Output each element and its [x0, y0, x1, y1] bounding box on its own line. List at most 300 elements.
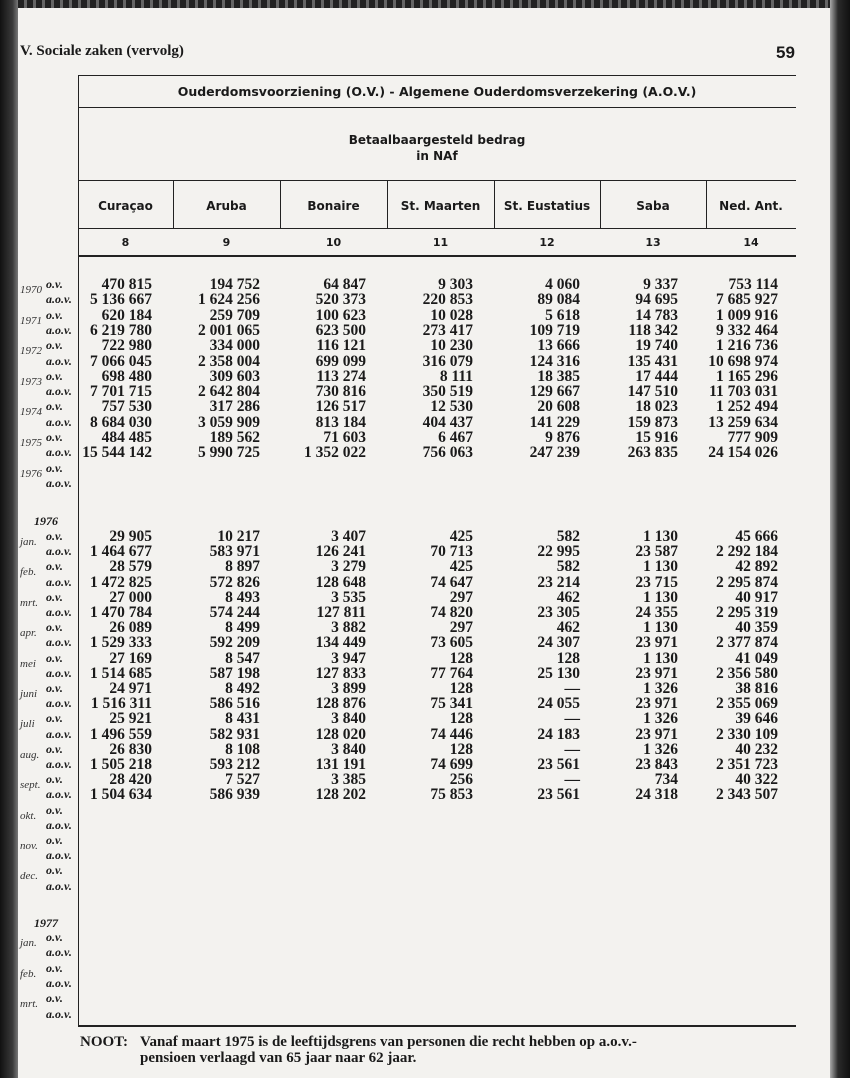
column-header-number: 10 [325, 236, 342, 249]
cell-value: 2 292 184 [716, 543, 778, 561]
cell-value: 592 209 [209, 634, 260, 652]
cell-value: 2 330 109 [716, 725, 778, 743]
cell-value: 131 191 [315, 756, 366, 773]
period-label: dec. [20, 870, 39, 883]
scan-edge [0, 0, 850, 8]
cell-value: 586 516 [209, 695, 260, 713]
cell-value: 25 921 [109, 710, 152, 728]
footnote-text-line2: pensioen verlaagd van 65 jaar naar 62 jaar. [140, 1050, 417, 1066]
cell-value: 7 066 045 [90, 352, 152, 370]
cell-value: 7 527 [225, 771, 260, 789]
cell-value: 462 [556, 619, 580, 637]
period-label: apr. [20, 627, 37, 640]
cell-value: 24 971 [109, 680, 152, 697]
cell-value: 582 [556, 528, 580, 545]
cell-value: 11 703 031 [709, 383, 778, 401]
cell-value: 20 608 [537, 398, 580, 416]
cell-value: 40 359 [735, 619, 778, 637]
row-type-label: a.o.v. [46, 726, 72, 741]
cell-value: — [564, 771, 580, 789]
period-label: 1973 [20, 375, 42, 388]
cell-value: 24 183 [537, 725, 580, 743]
row-type-label: o.v. [46, 772, 63, 787]
cell-value: 25 130 [537, 664, 580, 682]
cell-value: 22 995 [537, 543, 580, 561]
cell-value: 273 417 [422, 321, 473, 339]
cell-value: 128 020 [315, 725, 366, 743]
cell-value: 484 485 [101, 429, 152, 446]
cell-value: 23 305 [537, 604, 580, 621]
row-type-label: o.v. [46, 620, 63, 635]
cell-value: 3 840 [331, 710, 366, 728]
period-label: aug. [20, 748, 40, 761]
cell-value: 113 274 [316, 367, 366, 385]
cell-value: 1 252 494 [716, 398, 778, 416]
cell-value: 194 752 [209, 276, 260, 293]
cell-value: 8 684 030 [90, 413, 152, 431]
cell-value: 734 [654, 771, 678, 789]
period-label: 1975 [20, 437, 42, 449]
row-type-label: o.v. [46, 307, 63, 322]
cell-value: 425 [449, 558, 473, 576]
cell-value: 1 464 677 [90, 543, 152, 561]
cell-value: 1 472 825 [90, 573, 152, 591]
cell-value: 10 217 [217, 528, 260, 545]
cell-value: 10 028 [430, 306, 473, 324]
row-type-label: o.v. [46, 741, 63, 756]
cell-value: 6 467 [438, 429, 473, 446]
cell-value: 41 049 [735, 649, 778, 667]
cell-value: 18 385 [537, 367, 580, 385]
period-label: mrt. [20, 596, 39, 609]
cell-value: — [564, 740, 580, 758]
cell-value: 23 843 [635, 756, 678, 773]
cell-value: — [564, 710, 580, 728]
row-type-label: a.o.v. [46, 696, 72, 711]
row-type-label: a.o.v. [46, 665, 72, 680]
cell-value: 128 648 [315, 573, 366, 591]
cell-value: 24 055 [537, 695, 580, 713]
cell-value: 9 876 [545, 429, 580, 446]
cell-value: 15 916 [635, 429, 678, 446]
period-label: juli [20, 718, 35, 731]
column-header-number: 8 [121, 236, 130, 249]
cell-value: 309 603 [209, 367, 260, 385]
cell-value: 40 917 [735, 588, 778, 606]
cell-value: 23 971 [635, 634, 678, 652]
cell-value: 6 219 780 [90, 321, 152, 339]
cell-value: 23 971 [635, 664, 678, 682]
cell-value: 126 517 [315, 398, 366, 416]
cell-value: 5 618 [545, 306, 580, 324]
cell-value: 1 624 256 [198, 291, 260, 309]
period-label: 1970 [20, 284, 42, 296]
row-type-label: a.o.v. [46, 384, 72, 399]
page-number: 59 [776, 43, 795, 62]
period-label: mei [20, 657, 36, 670]
cell-value: 1 514 685 [90, 664, 152, 682]
cell-value: 24 154 026 [708, 444, 778, 462]
row-type-label: a.o.v. [46, 975, 72, 990]
cell-value: 64 847 [323, 276, 366, 293]
cell-value: 40 322 [735, 771, 778, 789]
period-label: feb. [20, 566, 37, 579]
period-label: okt. [20, 809, 37, 822]
column-divider [600, 180, 601, 228]
cell-value: 15 544 142 [82, 444, 152, 462]
cell-value: 12 530 [430, 398, 473, 416]
cell-value: 698 480 [101, 367, 152, 385]
period-label: jan. [20, 536, 37, 548]
cell-value: 1 326 [643, 680, 678, 697]
period-label: 1972 [20, 345, 42, 358]
cell-value: 9 303 [438, 276, 473, 293]
cell-value: 259 709 [209, 306, 260, 324]
row-type-label: a.o.v. [46, 445, 72, 460]
row-type-label: o.v. [46, 399, 63, 414]
cell-value: 159 873 [627, 413, 678, 431]
cell-value: 297 [449, 619, 473, 637]
cell-value: 28 579 [109, 558, 152, 576]
cell-value: 3 059 909 [198, 413, 260, 431]
cell-value: 134 449 [315, 634, 366, 652]
row-type-label: o.v. [46, 802, 63, 817]
row-type-label: o.v. [46, 338, 63, 353]
cell-value: 2 642 804 [198, 383, 260, 401]
row-type-label: a.o.v. [46, 353, 72, 368]
cell-value: 3 899 [331, 680, 366, 697]
cell-value: 1 326 [643, 740, 678, 758]
cell-value: 42 892 [735, 558, 778, 576]
cell-value: 7 701 715 [90, 383, 152, 401]
cell-value: 8 499 [225, 619, 260, 637]
cell-value: 1 216 736 [716, 337, 778, 355]
cell-value: 425 [449, 528, 473, 545]
cell-value: 3 947 [331, 649, 366, 667]
cell-value: 404 437 [422, 413, 473, 431]
cell-value: 40 232 [735, 740, 778, 758]
cell-value: 593 212 [209, 756, 260, 773]
cell-value: 26 089 [109, 619, 152, 637]
cell-value: 470 815 [101, 276, 152, 293]
cell-value: 572 826 [209, 573, 260, 591]
column-header-name: Saba [636, 199, 670, 213]
row-type-label: o.v. [46, 711, 63, 726]
cell-value: 2 377 874 [716, 634, 778, 652]
cell-value: 350 519 [422, 383, 473, 401]
cell-value: 1 496 559 [90, 725, 152, 743]
row-type-label: o.v. [46, 430, 63, 444]
cell-value: 813 184 [315, 413, 366, 431]
cell-value: 23 971 [635, 695, 678, 713]
cell-value: 45 666 [735, 528, 778, 545]
row-type-label: a.o.v. [46, 817, 72, 832]
cell-value: 753 114 [728, 276, 778, 293]
cell-value: 620 184 [101, 306, 152, 324]
row-type-label: a.o.v. [46, 475, 72, 490]
cell-value: 74 647 [430, 573, 473, 591]
cell-value: 756 063 [422, 444, 473, 462]
cell-value: 13 259 634 [708, 413, 778, 431]
cell-value: 109 719 [529, 321, 580, 339]
period-label: juni [20, 688, 38, 700]
cell-value: 23 971 [635, 725, 678, 743]
cell-value: 5 990 725 [198, 444, 260, 462]
cell-value: 70 713 [430, 543, 473, 561]
cell-value: 3 407 [331, 528, 366, 545]
table-subtitle-unit: in NAf [416, 149, 458, 163]
cell-value: 126 241 [315, 543, 366, 561]
cell-value: 100 623 [315, 306, 366, 324]
cell-value: 587 198 [209, 664, 260, 682]
column-header-number: 14 [743, 236, 759, 249]
column-header-name: St. Maarten [400, 199, 481, 213]
cell-value: 2 351 723 [716, 756, 778, 773]
cell-value: 127 833 [315, 664, 366, 682]
row-type-label: a.o.v. [46, 757, 72, 771]
cell-value: 8 493 [225, 588, 260, 606]
cell-value: 18 023 [635, 398, 678, 416]
year-heading: 1977 [34, 916, 58, 930]
cell-value: 27 169 [109, 649, 152, 667]
column-header-number: 12 [539, 236, 555, 249]
cell-value: 189 562 [209, 429, 260, 446]
row-type-label: a.o.v. [46, 787, 72, 802]
cell-value: 24 355 [635, 604, 678, 621]
row-type-label: a.o.v. [46, 322, 72, 337]
cell-value: 582 [556, 558, 580, 576]
cell-value: 574 244 [209, 604, 260, 621]
column-header-name: Curaçao [98, 199, 153, 213]
cell-value: 757 530 [101, 398, 152, 416]
cell-value: 3 840 [331, 740, 366, 758]
period-label: 1976 [20, 467, 42, 480]
cell-value: 586 939 [209, 786, 260, 804]
row-type-label: o.v. [46, 930, 63, 944]
cell-value: 730 816 [315, 383, 366, 401]
cell-value: 135 431 [627, 352, 678, 370]
cell-value: 2 295 319 [716, 604, 778, 621]
cell-value: 75 341 [430, 695, 473, 713]
cell-value: 14 783 [635, 306, 678, 324]
cell-value: 7 685 927 [716, 291, 778, 309]
column-header-number: 9 [222, 236, 231, 249]
cell-value: 10 698 974 [708, 352, 778, 370]
period-label: jan. [20, 937, 37, 949]
column-divider [706, 180, 707, 228]
column-divider [280, 180, 281, 228]
period-label: sept. [20, 779, 41, 792]
cell-value: 722 980 [101, 337, 152, 355]
cell-value: 582 931 [209, 725, 260, 743]
cell-value: 24 307 [537, 634, 580, 652]
cell-value: 1 130 [643, 649, 678, 667]
cell-value: 89 084 [537, 291, 580, 309]
row-type-label: o.v. [46, 529, 63, 543]
cell-value: 23 214 [537, 573, 580, 591]
row-type-label: a.o.v. [46, 544, 72, 559]
cell-value: 1 505 218 [90, 756, 152, 773]
table-title: Ouderdomsvoorziening (O.V.) - Algemene Ouderdomsverzekering (A.O.V.) [177, 84, 697, 99]
cell-value: 2 343 507 [716, 786, 778, 804]
cell-value: 27 000 [109, 588, 152, 606]
cell-value: 2 295 874 [716, 573, 778, 591]
cell-value: 520 373 [315, 291, 366, 309]
cell-value: 699 099 [315, 352, 366, 370]
cell-value: 17 444 [635, 367, 678, 385]
cell-value: 29 905 [109, 528, 152, 545]
row-type-label: o.v. [46, 991, 63, 1006]
cell-value: 334 000 [209, 337, 260, 355]
cell-value: 3 279 [331, 558, 366, 576]
column-header-number: 11 [432, 236, 449, 249]
cell-value: 1 165 296 [716, 367, 778, 385]
cell-value: 129 667 [529, 383, 580, 401]
column-header-number: 13 [645, 236, 661, 249]
cell-value: 8 492 [225, 680, 260, 697]
cell-value: 5 136 667 [90, 291, 152, 309]
cell-value: 256 [449, 771, 473, 789]
period-label: 1971 [20, 314, 42, 327]
row-type-label: a.o.v. [46, 414, 72, 429]
table-subtitle: Betaalbaargesteld bedrag [348, 133, 526, 147]
cell-value: 1 326 [643, 710, 678, 728]
cell-value: 23 715 [635, 573, 678, 591]
row-type-label: o.v. [46, 460, 63, 475]
cell-value: 2 358 004 [198, 352, 260, 370]
cell-value: 39 646 [735, 710, 778, 728]
book-binding-left [0, 0, 18, 1078]
column-divider [494, 180, 495, 228]
cell-value: 127 811 [316, 604, 366, 621]
cell-value: 1 009 916 [716, 306, 778, 324]
cell-value: 75 853 [430, 786, 473, 804]
cell-value: 94 695 [635, 291, 678, 309]
period-label: feb. [20, 967, 37, 980]
cell-value: 128 [449, 740, 473, 758]
cell-value: 124 316 [529, 352, 580, 370]
row-type-label: o.v. [46, 650, 63, 665]
section-header: V. Sociale zaken (vervolg) [20, 43, 184, 59]
cell-value: 3 535 [331, 588, 366, 606]
row-type-label: a.o.v. [46, 574, 72, 589]
cell-value: 247 239 [529, 444, 580, 462]
cell-value: 77 764 [430, 664, 473, 682]
cell-value: 2 356 580 [716, 664, 778, 682]
cell-value: 23 561 [537, 786, 580, 804]
cell-value: — [564, 680, 580, 697]
row-type-label: a.o.v. [46, 292, 72, 307]
cell-value: 777 909 [727, 429, 778, 446]
cell-value: 462 [556, 588, 580, 606]
cell-value: 623 500 [315, 321, 366, 339]
cell-value: 2 001 065 [198, 321, 260, 339]
cell-value: 8 547 [225, 649, 260, 667]
cell-value: 74 699 [430, 756, 473, 773]
cell-value: 116 121 [316, 337, 366, 355]
cell-value: 1 130 [643, 558, 678, 576]
row-type-label: o.v. [46, 863, 63, 878]
period-label: nov. [20, 840, 38, 852]
cell-value: 10 230 [430, 337, 473, 355]
cell-value: 1 470 784 [90, 604, 152, 621]
row-type-label: o.v. [46, 833, 63, 847]
row-type-label: a.o.v. [46, 878, 72, 893]
cell-value: 24 318 [635, 786, 678, 804]
row-type-label: o.v. [46, 681, 63, 695]
cell-value: 147 510 [627, 383, 678, 401]
cell-value: 8 108 [225, 740, 260, 758]
cell-value: 1 130 [643, 588, 678, 606]
year-heading: 1976 [34, 514, 58, 528]
period-label: mrt. [20, 998, 39, 1011]
cell-value: 2 355 069 [716, 695, 778, 713]
cell-value: 1 504 634 [90, 786, 152, 804]
cell-value: 1 130 [643, 619, 678, 637]
column-header-name: Bonaire [307, 199, 360, 213]
cell-value: 1 130 [643, 528, 678, 545]
cell-value: 118 342 [628, 321, 678, 339]
row-type-label: a.o.v. [46, 635, 72, 650]
cell-value: 8 431 [225, 710, 260, 728]
footnote-label: NOOT: [80, 1034, 129, 1050]
row-type-label: a.o.v. [46, 605, 72, 619]
cell-value: 1 516 311 [90, 695, 152, 713]
cell-value: 71 603 [323, 429, 366, 446]
row-type-label: a.o.v. [46, 945, 72, 960]
cell-value: 128 876 [315, 695, 366, 713]
column-divider [173, 180, 174, 228]
row-type-label: o.v. [46, 277, 63, 291]
row-type-label: o.v. [46, 368, 63, 383]
cell-value: 23 561 [537, 756, 580, 773]
cell-value: 8 111 [439, 367, 473, 385]
cell-value: 316 079 [422, 352, 473, 370]
cell-value: 128 [449, 710, 473, 728]
cell-value: 74 446 [430, 725, 473, 743]
cell-value: 4 060 [545, 276, 580, 293]
cell-value: 220 853 [422, 291, 473, 309]
cell-value: 128 [449, 649, 473, 667]
cell-value: 23 587 [635, 543, 678, 561]
row-type-label: a.o.v. [46, 1006, 72, 1021]
cell-value: 73 605 [430, 634, 473, 652]
cell-value: 128 [556, 649, 580, 667]
row-type-label: o.v. [46, 559, 63, 574]
cell-value: 1 352 022 [304, 444, 366, 462]
cell-value: 13 666 [537, 337, 580, 355]
cell-value: 38 816 [735, 680, 778, 697]
column-header-name: Aruba [206, 199, 247, 213]
cell-value: 297 [449, 588, 473, 606]
column-header-name: Ned. Ant. [719, 199, 783, 213]
row-type-label: a.o.v. [46, 848, 72, 863]
cell-value: 28 420 [109, 771, 152, 789]
column-divider [387, 180, 388, 228]
cell-value: 9 332 464 [716, 321, 778, 339]
cell-value: 3 882 [331, 619, 366, 637]
cell-value: 8 897 [225, 558, 260, 576]
cell-value: 19 740 [635, 337, 678, 355]
cell-value: 3 385 [331, 771, 366, 789]
book-edge-right [830, 0, 850, 1078]
column-header-name: St. Eustatius [503, 199, 591, 213]
cell-value: 128 202 [315, 786, 366, 804]
cell-value: 128 [449, 680, 473, 697]
footnote-text: Vanaf maart 1975 is de leeftijdsgrens van personen die recht hebben op a.o.v.- [140, 1034, 637, 1050]
row-type-label: o.v. [46, 960, 63, 975]
cell-value: 263 835 [627, 444, 678, 462]
